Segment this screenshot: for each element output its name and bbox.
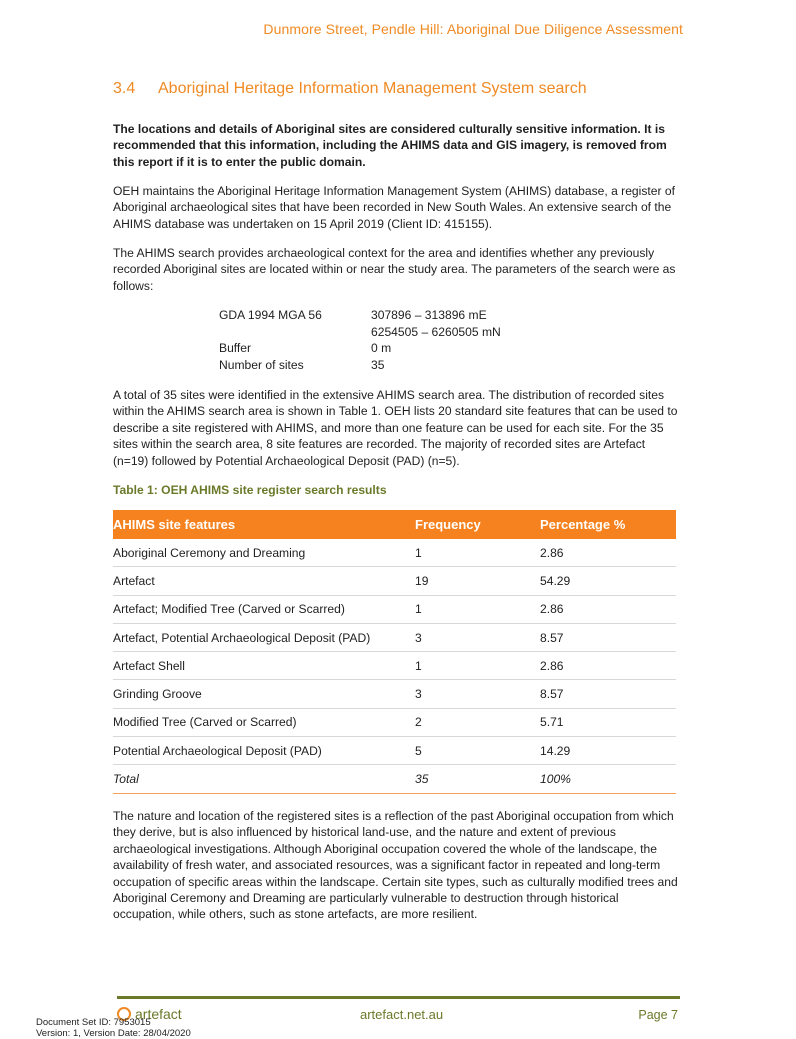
cell-frequency: 1	[415, 652, 540, 680]
page-number: Page 7	[638, 1008, 678, 1022]
table-row	[113, 737, 676, 765]
cell-frequency: 1	[415, 539, 540, 567]
document-version: Version: 1, Version Date: 28/04/2020	[36, 1028, 191, 1039]
paragraph-site-interpretation: The nature and location of the registered sites is a reflection of the past Aboriginal occupation from which they derive, but is also influenced by historical land-use, and the nature and extent of previous archaeological investigations. Although Aboriginal occupation covered the whole of the landscape, the availability of fresh water, and associated resources, was a significant factor in repeated and long-term occupation of specific areas within the landscape. Certain site types, such as culturally modified trees and Aboriginal Ceremony and Dreaming are particularly vulnerable to destruction through historical occupation, while others, such as stone artefacts, are more resilient.	[113, 809, 678, 922]
param-grid-label: GDA 1994 MGA 56	[219, 308, 322, 322]
total-frequency: 35	[415, 765, 540, 793]
footer-divider	[117, 996, 680, 999]
table-row	[113, 680, 676, 708]
table-caption: Table 1: OEH AHIMS site register search results	[113, 483, 387, 497]
cell-percentage: 5.71	[540, 708, 676, 736]
cell-frequency: 5	[415, 737, 540, 765]
running-header-title: Dunmore Street, Pendle Hill: Aboriginal Due Diligence Assessment	[263, 21, 683, 37]
cell-percentage: 8.57	[540, 623, 676, 651]
logo-text: artefact	[135, 1006, 182, 1022]
cell-feature: Artefact, Potential Archaeological Deposit (PAD)	[113, 623, 415, 651]
section-number: 3.4	[113, 80, 136, 97]
param-buffer-value: 0 m	[371, 341, 392, 356]
document-set-id: Document Set ID: 7953015	[36, 1017, 151, 1028]
section-heading	[113, 80, 587, 98]
cell-frequency: 2	[415, 708, 540, 736]
cell-feature: Potential Archaeological Deposit (PAD)	[113, 737, 415, 765]
table-row	[113, 567, 676, 595]
cell-frequency: 3	[415, 680, 540, 708]
cell-feature: Artefact Shell	[113, 652, 415, 680]
table-row	[113, 623, 676, 651]
cell-feature: Aboriginal Ceremony and Dreaming	[113, 539, 415, 567]
cell-feature: Artefact	[113, 567, 415, 595]
param-easting: 307896 – 313896 mE	[371, 308, 487, 322]
results-table	[113, 510, 676, 794]
param-buffer-label: Buffer	[219, 341, 252, 356]
table-total-row	[113, 765, 676, 793]
cell-frequency: 19	[415, 567, 540, 595]
cell-percentage: 2.86	[540, 595, 676, 623]
cell-frequency: 3	[415, 623, 540, 651]
sensitivity-warning: The locations and details of Aboriginal sites are considered culturally sensitive information. It is recommended that this information, including the AHIMS data and GIS imagery, is removed from this report if it is to enter the public domain.	[113, 122, 667, 169]
cell-percentage: 2.86	[540, 539, 676, 567]
paragraph-oeh-ahims: OEH maintains the Aboriginal Heritage Information Management System (AHIMS) database, a register of Aboriginal archaeological sites that have been recorded in New South Wales. An extensive search of the AHIMS database was undertaken on 15 April 2019 (Client ID: 415155).	[113, 184, 675, 231]
cell-percentage: 2.86	[540, 652, 676, 680]
table-header-row	[113, 510, 676, 539]
header-percentage: Percentage %	[540, 510, 676, 539]
cell-percentage: 54.29	[540, 567, 676, 595]
header-features: AHIMS site features	[113, 510, 415, 539]
table-row	[113, 708, 676, 736]
search-parameters	[219, 307, 501, 373]
cell-feature: Artefact; Modified Tree (Carved or Scarred)	[113, 595, 415, 623]
paragraph-search-context: The AHIMS search provides archaeological context for the area and identifies whether any previously recorded Aboriginal sites are located within or near the study area. The parameters of the search were as follows:	[113, 246, 676, 293]
param-sites-value: 35	[371, 357, 385, 372]
cell-frequency: 1	[415, 595, 540, 623]
footer-website: artefact.net.au	[360, 1007, 444, 1022]
table-row	[113, 539, 676, 567]
section-title: Aboriginal Heritage Information Management System search	[158, 80, 587, 97]
param-sites-label: Number of sites	[219, 357, 304, 372]
total-percentage: 100%	[540, 765, 676, 793]
table-row	[113, 652, 676, 680]
cell-percentage: 8.57	[540, 680, 676, 708]
total-label: Total	[113, 765, 415, 793]
cell-feature: Modified Tree (Carved or Scarred)	[113, 708, 415, 736]
header-frequency: Frequency	[415, 510, 540, 539]
param-northing: 6254505 – 6260505 mN	[371, 324, 501, 339]
paragraph-site-distribution: A total of 35 sites were identified in the extensive AHIMS search area. The distribution of recorded sites within the AHIMS search area is shown in Table 1. OEH lists 20 standard site features that can be used to describe a site registered with AHIMS, and more than one feature can be used for each site. For the 35 sites within the search area, 8 site features are recorded. The majority of recorded sites are Artefact (n=19) followed by Potential Archaeological Deposit (PAD) (n=5).	[113, 388, 678, 468]
cell-percentage: 14.29	[540, 737, 676, 765]
cell-feature: Grinding Groove	[113, 680, 415, 708]
table-row	[113, 595, 676, 623]
